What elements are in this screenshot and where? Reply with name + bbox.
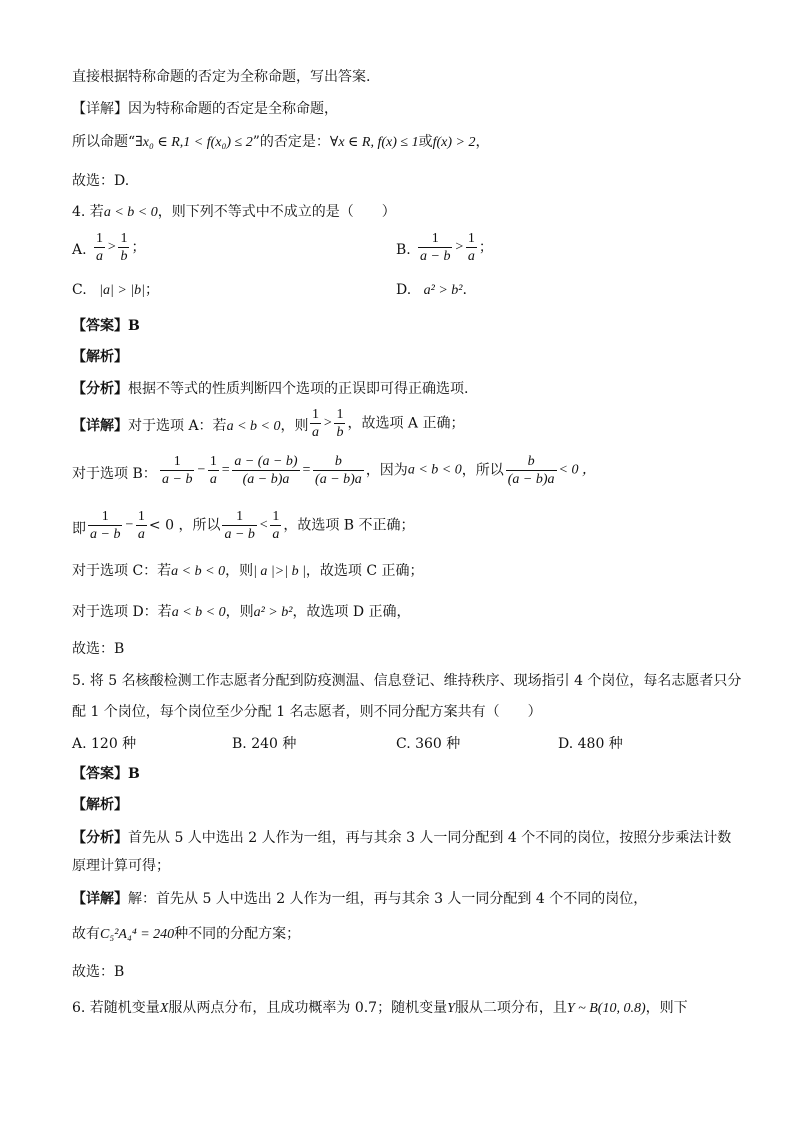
text: 根据不等式的性质判断四个选项的正误即可得正确选项.	[128, 381, 469, 397]
option-b-expr: $\frac{1}{a - b}$ > $\frac{1}{a}$ ；	[420, 231, 493, 264]
fenxi-line	[72, 829, 731, 847]
math: a < b < 0	[103, 205, 158, 220]
fraction: $\frac{1}{b}$	[120, 231, 128, 264]
math: ∃x₀ ∈ R,1 < f(x₀) ≤ 2	[135, 135, 253, 150]
text-line: 故选：D.	[72, 173, 130, 189]
detail-b-expr: $\frac{1}{a - b}$ − $\frac{1}{a}$ = $\frac{a - (a - b)}{(a - b)a}$ = $\frac{b}{(a - b)a}$ ，因为a < b < 0，所以 $\frac{b}{(a - b)a}$ < 0 ，	[162, 454, 596, 487]
option-c-label: C.	[72, 282, 87, 298]
text-line: 直接根据特称命题的否定为全称命题，写出答案.	[72, 69, 371, 85]
detail-b2-expr: $\frac{1}{a - b}$ − $\frac{1}{a}$ < 0 ，所以 $\frac{1}{a - b}$ < $\frac{1}{a}$ ，故选项 B 不正确；	[90, 509, 415, 542]
text: .	[462, 282, 467, 298]
option-b: B. 240 种	[232, 736, 297, 752]
text: 因为特称命题的否定是全称命题，	[128, 101, 338, 117]
choose-line: 故选：B	[72, 964, 125, 980]
text: 首先从 5 人中选出 2 人作为一组，再与其余 3 人一同分配到 4 个不同的岗位，按照分步乘法计数	[128, 830, 732, 846]
text: 或	[418, 134, 433, 150]
answer-tag: 【答案】B	[72, 766, 140, 782]
text: ，	[475, 134, 490, 150]
text: 对于选项 B：	[72, 466, 157, 482]
option-d	[396, 281, 467, 300]
option-d: D. 480 种	[558, 736, 623, 752]
fenxi-line	[72, 380, 468, 398]
text: 4. 若	[72, 204, 104, 220]
fraction: $\frac{b}{(a - b)a}$	[315, 454, 362, 487]
text-line	[72, 100, 338, 118]
fraction: $\frac{1}{a}$	[312, 407, 319, 440]
options-row	[72, 281, 467, 300]
text: ；	[144, 282, 159, 298]
xiangjie-line	[72, 890, 647, 908]
fraction: $\frac{1}{b}$	[336, 407, 344, 440]
text: ，则下列不等式中不成立的是（ ）	[157, 204, 396, 220]
fraction: $\frac{1}{a}$	[137, 509, 145, 542]
fenxi-line-2: 原理计算可得；	[72, 858, 170, 874]
option-a-expr: $\frac{1}{a}$ > $\frac{1}{b}$ ；	[96, 231, 146, 264]
fraction: $\frac{1}{a}$	[209, 454, 217, 487]
fenxi-tag: 【分析】	[72, 381, 128, 397]
option-d-expr: a² > b²	[423, 283, 463, 298]
math: ∀x ∈ R, f(x) ≤ 1	[329, 135, 419, 150]
fraction: $\frac{b}{(a - b)a}$	[507, 454, 555, 487]
fraction: $\frac{1}{a}$	[467, 231, 475, 264]
question-5-stem: 5. 将 5 名核酸检测工作志愿者分配到防疫测温、信息登记、维持秩序、现场指引 4 个岗位，每名志愿者只分	[72, 673, 742, 689]
option-b-label: B.	[396, 242, 411, 258]
choose-line: 故选：B	[72, 641, 125, 657]
fraction: $\frac{1}{a - b}$	[420, 231, 451, 264]
fraction: $\frac{1}{a - b}$	[90, 509, 121, 542]
answer-tag: 【答案】B	[72, 318, 140, 334]
jiexi-tag: 【解析】	[72, 797, 128, 813]
detail-d-line: 对于选项 D：若a < b < 0，则a² > b²，故选项 D 正确，	[72, 604, 411, 620]
text: 即	[72, 521, 86, 537]
question-5-stem-2: 配 1 个岗位，每个岗位至少分配 1 名志愿者，则不同分配方案共有（ ）	[72, 704, 542, 720]
question-6-stem: 6. 若随机变量X服从两点分布，且成功概率为 0.7；随机变量Y服从二项分布，且Y ~ B(10, 0.8)，则下	[72, 1000, 688, 1016]
jiexi-tag: 【解析】	[72, 349, 128, 365]
result-line: 故有C₅²A₄⁴ = 240种不同的分配方案；	[72, 926, 301, 942]
option-c-expr: |a| > |b|	[99, 283, 145, 298]
option-c: C. 360 种	[396, 736, 461, 752]
text: 所以命题“	[72, 134, 136, 150]
question-4-stem	[72, 203, 396, 222]
text: 【详解】对于选项 A：若a < b < 0，则	[72, 418, 309, 434]
math: f(x) > 2	[432, 135, 476, 150]
detail-a-expr: $\frac{1}{a}$ > $\frac{1}{b}$ ，故选项 A 正确；	[312, 407, 465, 440]
fenxi-tag: 【分析】	[72, 830, 128, 846]
option-a-label: A.	[72, 242, 87, 258]
xiangjie-tag: 【详解】	[72, 891, 128, 907]
text: ”的否定是：	[252, 134, 330, 150]
fraction: $\frac{a - (a - b)}{(a - b)a}$	[234, 454, 298, 487]
fraction: $\frac{1}{a - b}$	[162, 454, 193, 487]
fraction: $\frac{1}{a}$	[96, 231, 103, 264]
xiangjie-tag: 【详解】	[72, 101, 128, 117]
option-a: A. 120 种	[72, 736, 137, 752]
xiangjie-tag: 【详解】	[72, 418, 128, 434]
option-d-label: D.	[396, 282, 412, 298]
text: 解：首先从 5 人中选出 2 人作为一组，再与其余 3 人一同分配到 4 个不同的岗位，	[128, 891, 648, 907]
detail-c-line: 对于选项 C：若a < b < 0，则| a |>| b |，故选项 C 正确；	[72, 563, 424, 579]
text-line	[72, 133, 489, 152]
fraction: $\frac{1}{a}$	[272, 509, 280, 542]
fraction: $\frac{1}{a - b}$	[224, 509, 255, 542]
